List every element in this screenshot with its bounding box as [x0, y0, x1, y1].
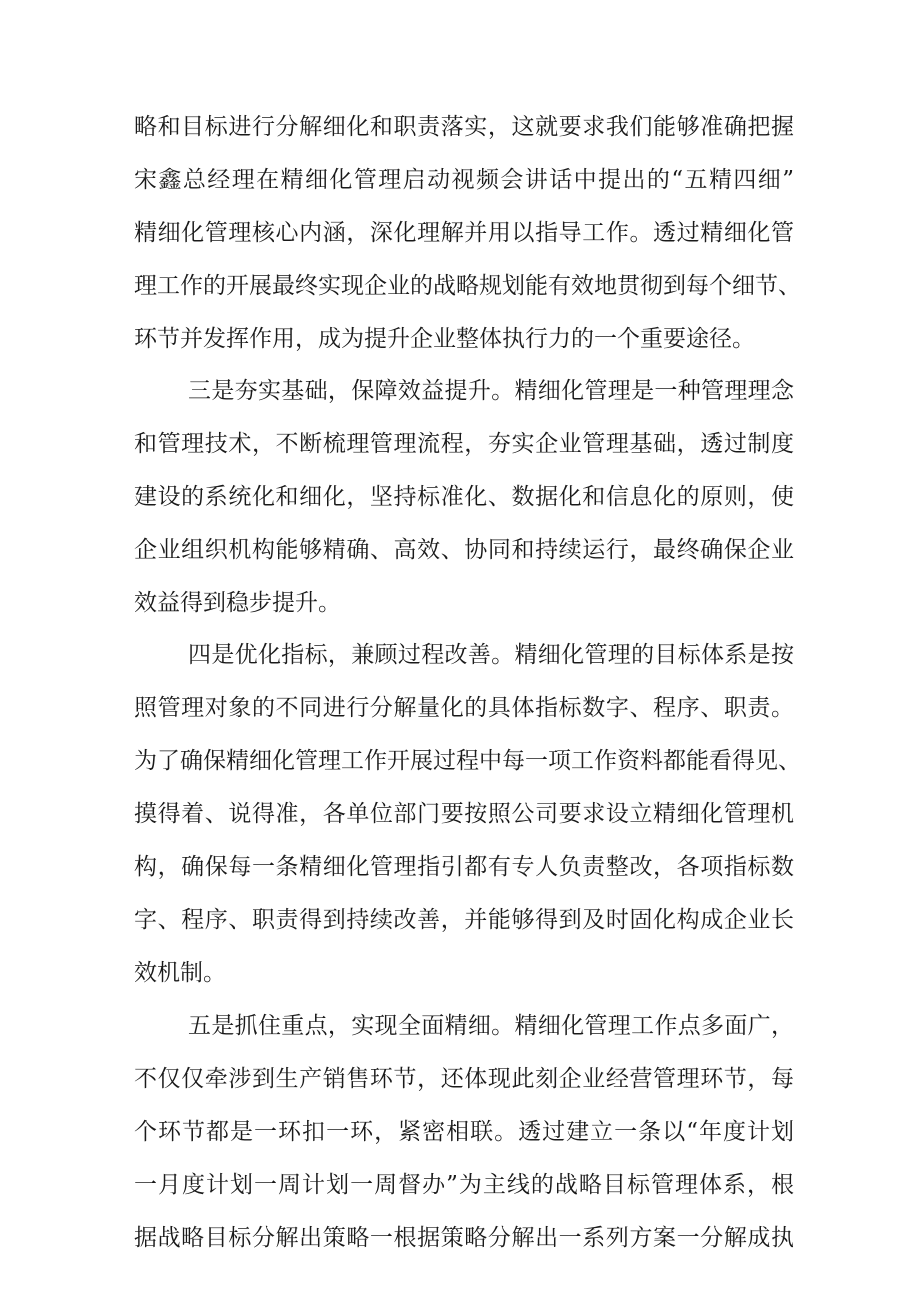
text-line: 精细化管理核心内涵，深化理解并用以指导工作。透过精细化管	[134, 220, 794, 246]
text-line: 个环节都是一环扣一环，紧密相联。透过建立一条以“年度计划	[134, 1119, 794, 1145]
text-line: 一月度计划一周计划一周督办”为主线的战略目标管理体系，根	[134, 1172, 794, 1198]
text-line: 为了确保精细化管理工作开展过程中每一项工作资料都能看得见、	[134, 748, 801, 774]
text-line: 环节并发挥作用，成为提升企业整体执行力的一个重要途径。	[134, 326, 755, 352]
text-line: 五是抓住重点，实现全面精细。精细化管理工作点多面广，	[188, 1013, 794, 1039]
text-line: 照管理对象的不同进行分解量化的具体指标数字、程序、职责。	[134, 695, 794, 721]
text-line: 和管理技术，不断梳理管理流程，夯实企业管理基础，透过制度	[134, 431, 794, 457]
text-line: 字、程序、职责得到持续改善，并能够得到及时固化构成企业长	[134, 907, 794, 933]
text-line: 略和目标进行分解细化和职责落实，这就要求我们能够准确把握	[134, 114, 794, 140]
text-line: 四是优化指标，兼顾过程改善。精细化管理的目标体系是按	[188, 642, 794, 668]
text-line: 宋鑫总经理在精细化管理启动视频会讲话中提出的“五精四细”	[134, 167, 794, 193]
text-line: 效益得到稳步提升。	[134, 590, 341, 616]
text-line: 不仅仅牵涉到生产销售环节，还体现此刻企业经营管理环节，每	[134, 1066, 794, 1092]
text-line: 构，确保每一条精细化管理指引都有专人负责整改，各项指标数	[134, 854, 794, 880]
text-line: 理工作的开展最终实现企业的战略规划能有效地贯彻到每个细节、	[134, 273, 801, 299]
text-line: 摸得着、说得准，各单位部门要按照公司要求设立精细化管理机	[134, 801, 794, 827]
text-line: 三是夯实基础，保障效益提升。精细化管理是一种管理理念	[188, 378, 794, 404]
text-line: 建设的系统化和细化，坚持标准化、数据化和信息化的原则，使	[134, 484, 794, 510]
text-line: 效机制。	[134, 960, 226, 986]
text-line: 据战略目标分解出策略一根据策略分解出一系列方案一分解成执	[134, 1225, 794, 1251]
text-line: 企业组织机构能够精确、高效、协同和持续运行，最终确保企业	[134, 537, 794, 563]
